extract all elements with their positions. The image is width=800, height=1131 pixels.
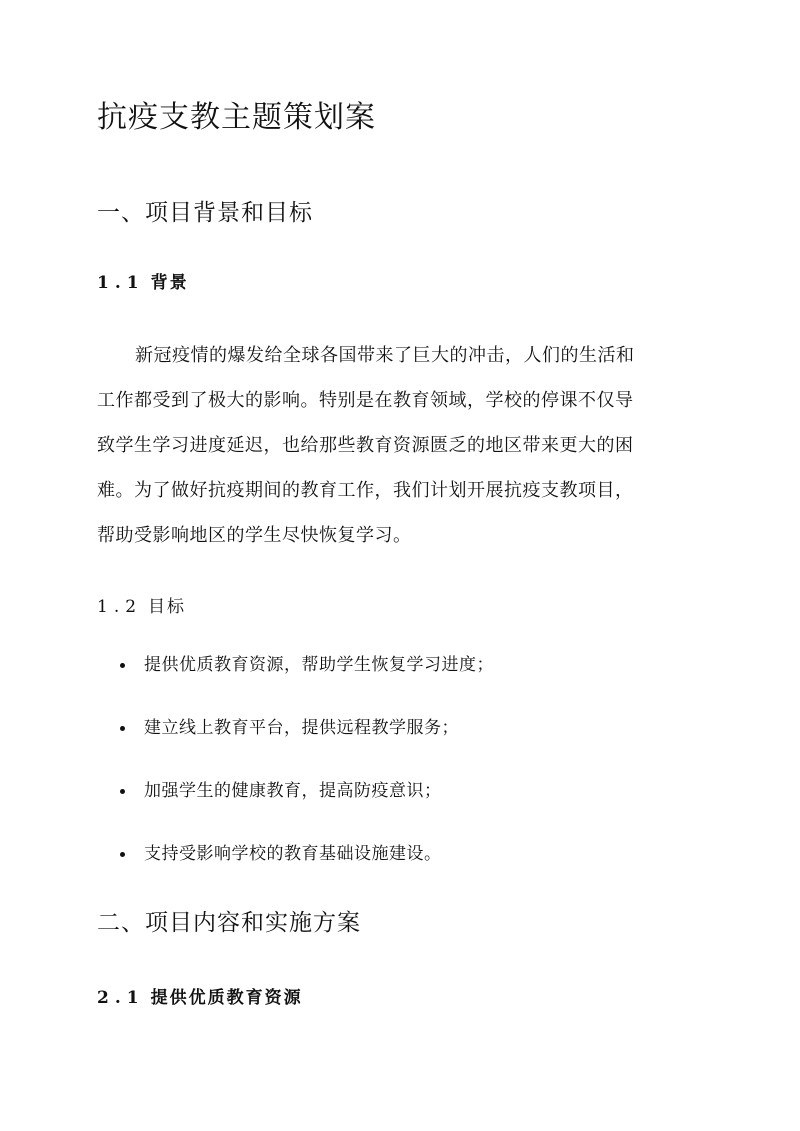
paragraph-line: 帮助受影响地区的学生尽快恢复学习。	[97, 525, 412, 546]
document-title: 抗疫支教主题策划案	[97, 100, 376, 135]
bullet-icon	[120, 663, 125, 668]
paragraph-line: 难。为了做好抗疫期间的教育工作，我们计划开展抗疫支教项目，	[97, 480, 634, 501]
bullet-icon	[120, 789, 125, 794]
subsection-title: 提供优质教育资源	[150, 988, 303, 1008]
section-heading-1: 一、项目背景和目标	[97, 200, 313, 226]
bullet-icon	[120, 852, 125, 857]
section-heading-2: 二、项目内容和实施方案	[97, 910, 361, 936]
subsection-number: 2.1	[97, 988, 145, 1008]
paragraph-line: 工作都受到了极大的影响。特别是在教育领域，学校的停课不仅导	[97, 390, 634, 411]
list-item-text: 加强学生的健康教育，提高防疫意识；	[144, 781, 442, 801]
subsection-title: 背景	[150, 273, 189, 293]
background-paragraph	[97, 333, 703, 558]
subsection-heading-1-2	[97, 594, 186, 620]
subsection-heading-2-1	[97, 985, 303, 1011]
subsection-title: 目标	[148, 597, 187, 617]
subsection-number: 1.2	[97, 597, 143, 617]
list-item-text: 提供优质教育资源，帮助学生恢复学习进度；	[144, 655, 494, 675]
list-item-text: 建立线上教育平台，提供远程教学服务；	[144, 718, 459, 738]
subsection-heading-1-1	[97, 270, 189, 296]
subsection-number: 1.1	[97, 273, 145, 293]
list-item-text: 支持受影响学校的教育基础设施建设。	[144, 844, 442, 864]
bullet-icon	[120, 726, 125, 731]
paragraph-line: 致学生学习进度延迟，也给那些教育资源匮乏的地区带来更大的困	[97, 435, 634, 456]
paragraph-line: 新冠疫情的爆发给全球各国带来了巨大的冲击，人们的生活和	[135, 345, 635, 366]
